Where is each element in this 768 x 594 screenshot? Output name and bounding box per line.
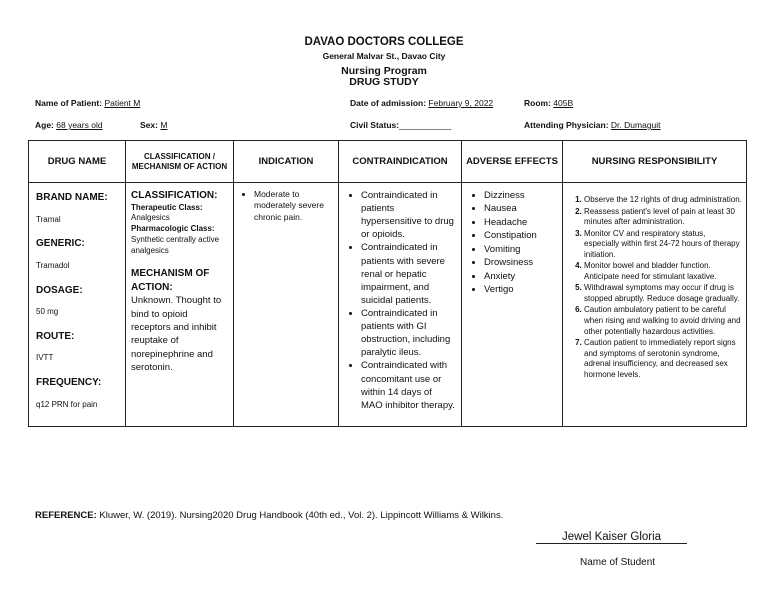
room-field	[524, 99, 573, 108]
nursing-item: 3. Monitor CV and respiratory status, especially within first 24-72 hours of therapy initiation.	[584, 229, 742, 261]
student-name: Jewel Kaiser Gloria	[536, 531, 687, 544]
admission-date-field	[350, 99, 493, 108]
dosage-value: 50 mg	[36, 307, 59, 317]
indication-item: • Moderate to moderately severe chronic pain.	[254, 189, 333, 223]
contraindication-item: • Contraindicated with concomitant use or within 14 days of MAO inhibitor therapy.	[361, 359, 456, 411]
therapeutic-class-value: Analgesics	[131, 213, 170, 223]
document-title: DRUG STUDY	[349, 76, 419, 88]
nursing-responsibility-cell	[563, 183, 747, 427]
contraindication-item: • Contraindicated in patients with severe renal or hepatic impairment, and suicidal patients.	[361, 241, 456, 307]
col-header-indication: INDICATION	[234, 141, 339, 183]
nursing-item: 2. Reassess patient's level of pain at least 30 minutes after administration.	[584, 207, 742, 228]
adverse-effect-item: • Nausea	[484, 202, 557, 215]
civil-status-label: Civil Status:	[350, 120, 400, 130]
table-header-row	[29, 141, 747, 183]
frequency-value: q12 PRN for pain	[36, 399, 98, 409]
reference-text: Kluwer, W. (2019). Nursing2020 Drug Handbook (40th ed., Vol. 2). Lippincott Williams & Wilkins.	[99, 510, 504, 521]
room-label: Room:	[524, 98, 551, 108]
nursing-item: 4. Monitor bowel and bladder function. Anticipate need for stimulant laxative.	[584, 261, 742, 282]
reference-line	[35, 510, 503, 521]
dosage-label: DOSAGE:	[36, 284, 83, 296]
adverse-effect-item: • Headache	[484, 216, 557, 229]
drug-row	[29, 183, 747, 427]
pharmacologic-class-value: Synthetic centrally active analgesics	[131, 234, 220, 255]
nursing-item: 1. Observe the 12 rights of drug administration.	[584, 195, 742, 206]
student-name-caption: Name of Student	[580, 557, 656, 568]
brand-label: BRAND NAME:	[36, 192, 108, 203]
adverse-effect-item: • Vertigo	[484, 283, 557, 296]
contraindication-item: • Contraindicated in patients hypersensitive to drug or opioids.	[361, 189, 456, 241]
college-address: General Malvar St., Davao City	[322, 51, 446, 61]
sex-value: M	[160, 120, 168, 130]
adverse-effect-item: • Dizziness	[484, 189, 557, 202]
pharmacologic-class-label: Pharmacologic Class:	[131, 224, 215, 234]
col-header-adverse-effects: ADVERSE EFFECTS	[462, 141, 563, 183]
generic-label: GENERIC:	[36, 238, 85, 250]
age-label: Age:	[35, 120, 54, 130]
signature-line	[536, 531, 687, 544]
age-field	[35, 121, 103, 130]
physician-label: Attending Physician:	[524, 120, 609, 130]
room-value: 405B	[553, 98, 574, 108]
reference-label: REFERENCE:	[35, 510, 97, 521]
civil-status-field	[350, 121, 451, 130]
contraindication-item: • Contraindicated in patients with GI obstruction, including paralytic ileus.	[361, 307, 456, 359]
patient-name-label: Name of Patient:	[35, 98, 103, 108]
age-value: 68 years old	[56, 120, 103, 130]
nursing-item: 5. Withdrawal symptoms may occur if drug is stopped abruptly. Reduce dosage gradually.	[584, 283, 742, 304]
generic-value: Tramadol	[36, 260, 70, 270]
route-value: IVTT	[36, 353, 54, 363]
nursing-item: 6. Caution ambulatory patient to be careful when rising and walking to avoid driving and other potentially hazardous activities.	[584, 305, 742, 337]
adverse-effect-item: • Constipation	[484, 229, 557, 242]
drug-name-cell	[29, 183, 126, 427]
adverse-effect-item: • Vomiting	[484, 243, 557, 256]
nursing-item: 7. Caution patient to immediately report signs and symptoms of serotonin syndrome, adrenal insufficiency, and decreased sex hormone levels.	[584, 338, 742, 380]
sex-label: Sex:	[140, 120, 158, 130]
program-name: Nursing Program	[341, 65, 427, 77]
classification-cell	[126, 183, 234, 427]
physician-field	[524, 121, 661, 130]
admission-date-label: Date of admission:	[350, 98, 427, 108]
col-header-contraindication: CONTRAINDICATION	[339, 141, 462, 183]
classification-label: CLASSIFICATION:	[131, 190, 218, 201]
drug-study-table	[28, 140, 747, 427]
col-header-classification: CLASSIFICATION / MECHANISM OF ACTION	[126, 141, 234, 183]
adverse-effect-item: • Anxiety	[484, 270, 557, 283]
mechanism-label: MECHANISM OF ACTION:	[131, 268, 210, 293]
adverse-effect-item: • Drowsiness	[484, 256, 557, 269]
col-header-nursing: NURSING RESPONSIBILITY	[563, 141, 747, 183]
route-label: ROUTE:	[36, 330, 75, 342]
indication-cell	[234, 183, 339, 427]
patient-name-value: Patient M	[104, 98, 141, 108]
contraindication-cell	[339, 183, 462, 427]
civil-status-value: ___________	[399, 120, 452, 130]
adverse-effects-cell	[462, 183, 563, 427]
col-header-drug-name: DRUG NAME	[29, 141, 126, 183]
physician-value: Dr. Dumaguit	[610, 120, 661, 130]
college-name: DAVAO DOCTORS COLLEGE	[304, 36, 464, 48]
sex-field	[140, 121, 167, 130]
therapeutic-class-label: Therapeutic Class:	[131, 202, 203, 212]
frequency-label: FREQUENCY:	[36, 377, 102, 389]
mechanism-value: Unknown. Thought to bind to opioid receptors and inhibit reuptake of norepinephrine and serotonin.	[131, 295, 222, 373]
patient-name-field	[35, 99, 140, 108]
brand-value: Tramal	[36, 214, 61, 224]
admission-date-value: February 9, 2022	[428, 98, 494, 108]
